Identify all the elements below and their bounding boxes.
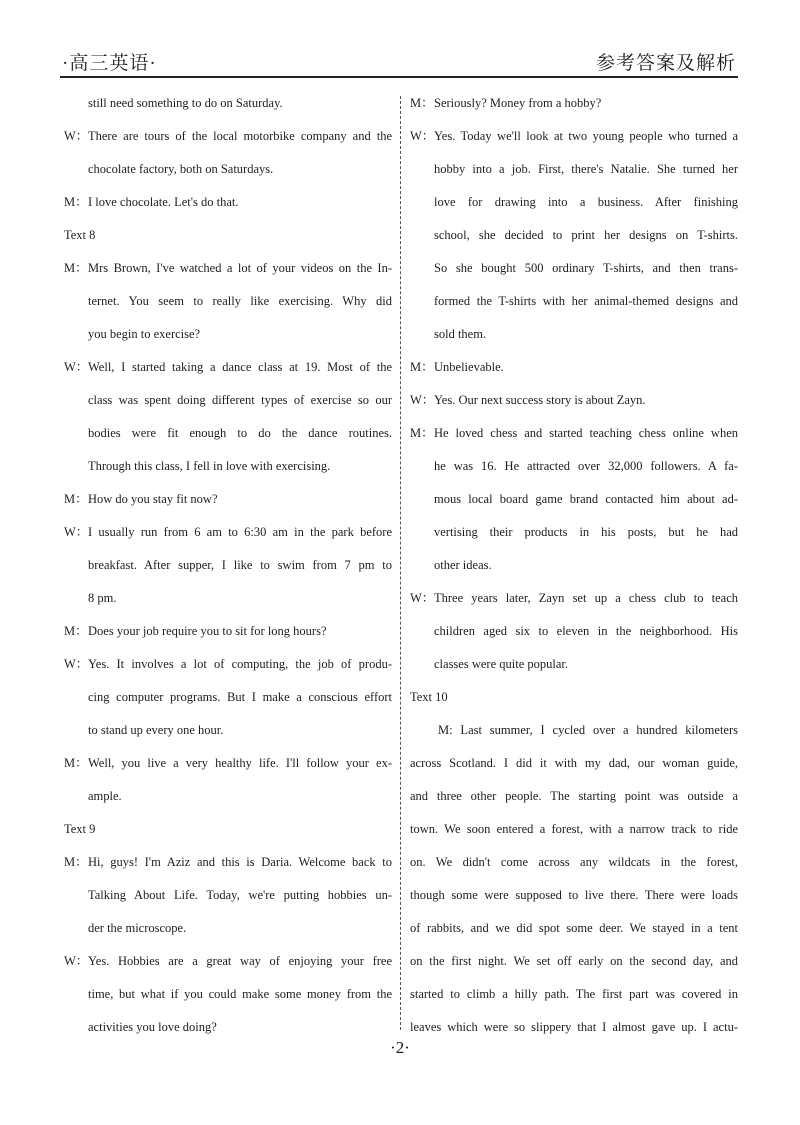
dialogue-line <box>64 120 392 153</box>
dialogue-line <box>410 87 738 120</box>
text-line: class was spent doing different types of exercise so our <box>88 393 392 407</box>
line-text: I love chocolate. Let's do that. <box>88 195 239 209</box>
text-line: Through this class, I fell in love with exercising. <box>88 459 331 473</box>
text-line: on. We didn't come across any wildcats in the forest, <box>410 855 738 869</box>
speaker-label: M： <box>64 624 88 638</box>
line-text: Seriously? Money from a hobby? <box>434 96 602 110</box>
line-text: Hi, guys! I'm Aziz and this is Daria. Welcome back to <box>88 855 392 869</box>
text-line: time, but what if you could make some money from the <box>88 987 392 1001</box>
speaker-label: M： <box>64 756 88 770</box>
line-text: Well, I started taking a dance class at 19. Most of the <box>88 360 392 374</box>
text-line: sold them. <box>434 327 487 341</box>
text-line: though some were supposed to live there. There were loads <box>410 888 738 902</box>
text-line: still need something to do on Saturday. <box>88 96 283 110</box>
text-line: M: Last summer, I cycled over a hundred kilometers <box>438 723 738 737</box>
line-text: Does your job require you to sit for long hours? <box>88 624 327 638</box>
speaker-label: M： <box>410 96 434 110</box>
section-heading: Text 10 <box>410 690 448 704</box>
line-text: Mrs Brown, I've watched a lot of your videos on the In- <box>88 261 392 275</box>
speaker-label: M： <box>410 426 434 440</box>
line-text: Unbelievable. <box>434 360 504 374</box>
text-line: mous local board game brand contacted him about ad- <box>434 492 738 506</box>
speaker-label: W： <box>64 360 89 374</box>
dialogue-line <box>64 648 392 681</box>
text-line: other ideas. <box>434 558 492 572</box>
dialogue-line <box>64 186 392 219</box>
dialogue-line <box>410 582 738 615</box>
line-text: There are tours of the local motorbike company and the <box>88 129 392 143</box>
text-line: children aged six to eleven in the neighborhood. His <box>434 624 738 638</box>
text-line: hobby into a job. First, there's Natalie. She turned her <box>434 162 738 176</box>
line-text: Yes. Hobbies are a great way of enjoying your free <box>88 954 392 968</box>
line-text: How do you stay fit now? <box>88 492 218 506</box>
line-text: He loved chess and started teaching chess online when <box>434 426 738 440</box>
speaker-label: W： <box>64 657 89 671</box>
dialogue-line <box>410 120 738 153</box>
dialogue-line <box>410 417 738 450</box>
dialogue-line <box>64 516 392 549</box>
speaker-label: M： <box>410 360 434 374</box>
text-line: So she bought 500 ordinary T-shirts, and then trans- <box>434 261 738 275</box>
text-line: breakfast. After supper, I like to swim from 7 pm to <box>88 558 392 572</box>
dialogue-line <box>64 615 392 648</box>
text-line: leaves which were so slippery that I almost gave up. I actu- <box>410 1020 738 1034</box>
speaker-label: W： <box>410 129 435 143</box>
section-heading: Text 9 <box>64 822 96 836</box>
text-line: der the microscope. <box>88 921 187 935</box>
line-text: Well, you live a very healthy life. I'll follow your ex- <box>88 756 392 770</box>
text-line: cing computer programs. But I make a conscious effort <box>88 690 392 704</box>
speaker-label: M： <box>64 855 88 869</box>
left-column <box>64 87 392 1044</box>
dialogue-line <box>64 252 392 285</box>
text-line: chocolate factory, both on Saturdays. <box>88 162 274 176</box>
dialogue-line <box>64 483 392 516</box>
text-line: Talking About Life. Today, we're putting hobbies un- <box>88 888 392 902</box>
speaker-label: W： <box>64 525 89 539</box>
text-line: 8 pm. <box>88 591 117 605</box>
line-text: I usually run from 6 am to 6:30 am in the park before <box>88 525 392 539</box>
speaker-label: W： <box>64 954 89 968</box>
section-title: 参考答案及解析 <box>595 53 736 74</box>
text-line: activities you love doing? <box>88 1020 217 1034</box>
line-text: Three years later, Zayn set up a chess club to teach <box>434 591 738 605</box>
subject-title: ·高三英语· <box>62 53 157 74</box>
speaker-label: M： <box>64 195 88 209</box>
dialogue-line <box>410 384 738 417</box>
text-line: town. We soon entered a forest, with a narrow track to ride <box>410 822 738 836</box>
dialogue-line <box>64 351 392 384</box>
line-text: Yes. Our next success story is about Zayn. <box>434 393 646 407</box>
column-divider <box>400 96 401 1030</box>
text-line: bodies were fit enough to do the dance routines. <box>88 426 392 440</box>
page-header <box>60 44 738 78</box>
page-number: ·2· <box>390 1038 410 1057</box>
text-line: ample. <box>88 789 122 803</box>
text-line: and three other people. The starting point was outside a <box>410 789 738 803</box>
dialogue-line <box>64 945 392 978</box>
speaker-label: W： <box>410 591 435 605</box>
dialogue-line <box>410 351 738 384</box>
line-text: Yes. It involves a lot of computing, the job of produ- <box>88 657 392 671</box>
text-line: to stand up every one hour. <box>88 723 224 737</box>
text-line: across Scotland. I did it with my dad, our woman guide, <box>410 756 738 770</box>
right-column <box>410 87 738 1044</box>
dialogue-line <box>64 747 392 780</box>
speaker-label: M： <box>64 492 88 506</box>
text-line: vertising their products in his posts, but he had <box>434 525 738 539</box>
speaker-label: W： <box>410 393 435 407</box>
section-heading: Text 8 <box>64 228 96 242</box>
text-line: started to climb a hilly path. The first part was covered in <box>410 987 738 1001</box>
speaker-label: W： <box>64 129 89 143</box>
text-line: school, she decided to print her designs on T-shirts. <box>434 228 738 242</box>
text-line: on the first night. We set off early on the second day, and <box>410 954 738 968</box>
text-line: love for drawing into a business. After finishing <box>434 195 738 209</box>
speaker-label: M： <box>64 261 88 275</box>
text-line: he was 16. He attracted over 32,000 followers. A fa- <box>434 459 738 473</box>
text-line: of rabbits, and we did spot some deer. We stayed in a tent <box>410 921 738 935</box>
text-line: classes were quite popular. <box>434 657 568 671</box>
text-line: formed the T-shirts with her animal-themed designs and <box>434 294 738 308</box>
line-text: Yes. Today we'll look at two young people who turned a <box>434 129 738 143</box>
text-line: ternet. You seem to really like exercising. Why did <box>88 294 392 308</box>
dialogue-line <box>64 846 392 879</box>
text-line: you begin to exercise? <box>88 327 201 341</box>
